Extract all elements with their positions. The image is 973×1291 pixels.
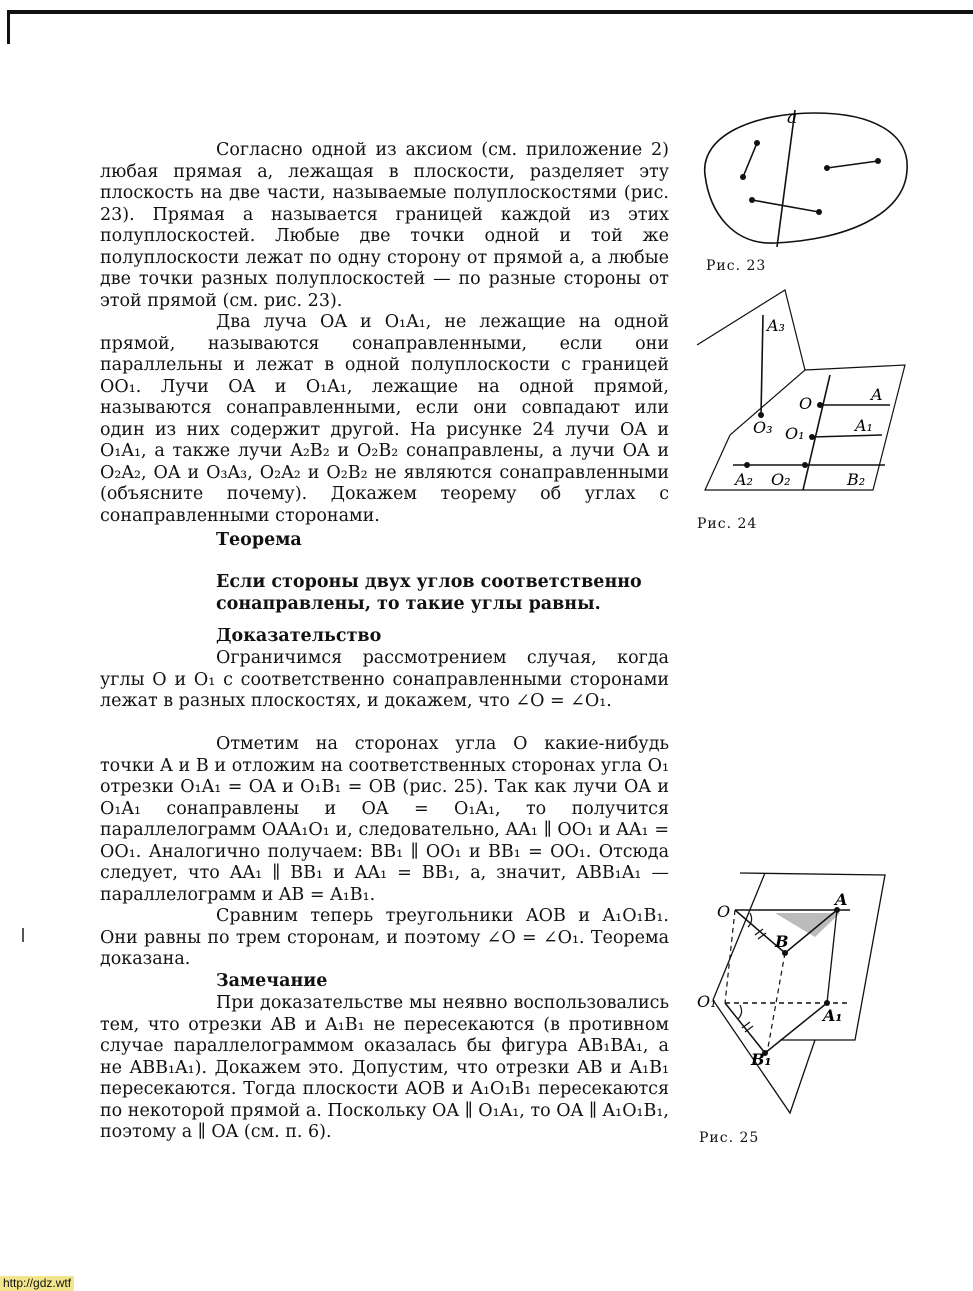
page-left-border — [7, 10, 10, 44]
paragraph-proof-main — [100, 734, 669, 906]
proof-title: Доказательство — [216, 626, 382, 646]
figure-24-caption: Рис. 24 — [697, 516, 758, 532]
paragraph-proof-intro — [100, 648, 669, 713]
line-a-label: a — [787, 108, 798, 128]
figure-23-caption: Рис. 23 — [706, 258, 767, 274]
theorem-statement: Если стороны двух углов соответственно сонаправлены, то такие углы равны. — [216, 572, 642, 614]
paragraph-remark — [100, 993, 669, 1144]
label-A2: A₂ — [735, 470, 753, 489]
label-A: A — [835, 890, 848, 909]
paragraph-text: При доказательстве мы неявно воспользовались тем, что отрезки AB и A₁B₁ не пересекаются (в противном случае параллелограммом оказалась бы фигура AB₁BA₁, а не ABB₁A₁). Докажем это. Допустим, что отрезки AB и A₁B₁ пересекаются. Тогда плоскости AOB и A₁O₁B₁ пересекаются по некоторой прямой a. Поскольку OA ∥ O₁A₁, то OA ∥ A₁O₁B₁, поэтому a ∥ OA (см. п. 6). — [100, 993, 669, 1142]
label-A1: A₁ — [823, 1006, 843, 1025]
page-top-border — [7, 10, 973, 14]
watermark-link[interactable]: http://gdz.wtf — [0, 1276, 74, 1291]
paragraph-codirected-rays — [100, 312, 669, 527]
remark-title: Замечание — [216, 971, 328, 991]
label-A: A — [871, 385, 883, 404]
margin-mark — [22, 928, 24, 942]
theorem-title: Теорема — [216, 530, 302, 550]
paragraph-text: Сравним теперь треугольники AOB и A₁O₁B₁. Они равны по трем сторонам, и поэтому ∠O = ∠O₁. Теорема доказана. — [100, 906, 669, 969]
figure-25 — [695, 865, 895, 1125]
paragraph-text: Согласно одной из аксиом (см. приложение 2) любая прямая a, лежащая в плоскости, разделяет эту плоскость на две части, называемые полуплоскостями (рис. 23). Прямая a называется границей каждой из этих полуплоскостей. Любые две точки одной и той же полуплоскости лежат по одну сторону от прямой a, а любые две точки разных полуплоскостей — по разные стороны от этой прямой (см. рис. 23). — [100, 140, 669, 311]
label-O1: O₁ — [697, 992, 717, 1011]
paragraph-text: Ограничимся рассмотрением случая, когда углы O и O₁ с соответственно сонаправленными сторонами лежат в разных плоскостях, и докажем, что ∠O = ∠O₁. — [100, 648, 669, 711]
figure-25-caption: Рис. 25 — [699, 1130, 760, 1146]
label-O: O — [799, 394, 813, 413]
figure-23 — [695, 105, 915, 250]
label-B: B — [775, 932, 789, 951]
label-A1: A₁ — [855, 416, 873, 435]
figure-24 — [695, 285, 915, 510]
label-O: O — [717, 902, 731, 921]
paragraph-half-planes — [100, 140, 669, 312]
label-O2: O₂ — [771, 470, 791, 489]
label-B1: B₁ — [751, 1050, 772, 1069]
label-O3: O₃ — [753, 418, 773, 437]
label-A3: A₃ — [767, 316, 785, 335]
label-O1: O₁ — [785, 424, 805, 443]
label-B2: B₂ — [847, 470, 866, 489]
paragraph-text: Два луча OA и O₁A₁, не лежащие на одной прямой, называются сонаправленными, если они параллельны и лежат в одной полуплоскости с границей OO₁. Лучи OA и O₁A₁, лежащие на одной прямой, называются сонаправленными, если они совпадают или один из них содержит другой. На рисунке 24 лучи OA и O₁A₁, а также лучи A₂B₂ и O₂B₂ сонаправлены, а лучи OA и O₂A₂, OA и O₃A₃, O₂A₂ и O₂B₂ не являются сонаправленными (объясните почему). Докажем теорему об углах с сонаправленными сторонами. — [100, 312, 669, 526]
paragraph-text: Отметим на сторонах угла O какие-нибудь точки A и B и отложим на соответственных сторонах угла O₁ отрезки O₁A₁ = OA и O₁B₁ = OB (рис. 25). Так как лучи OA и O₁A₁ сонаправлены и OA = O₁A₁, то получится параллелограмм OAA₁O₁ и, следовательно, AA₁ ∥ OO₁ и AA₁ = OO₁. Аналогично получаем: BB₁ ∥ OO₁ и BB₁ = OO₁. Отсюда следует, что AA₁ ∥ BB₁ и AA₁ = BB₁, а, значит, ABB₁A₁ — параллелограмм и AB = A₁B₁. — [100, 734, 669, 905]
paragraph-proof-end — [100, 906, 669, 971]
